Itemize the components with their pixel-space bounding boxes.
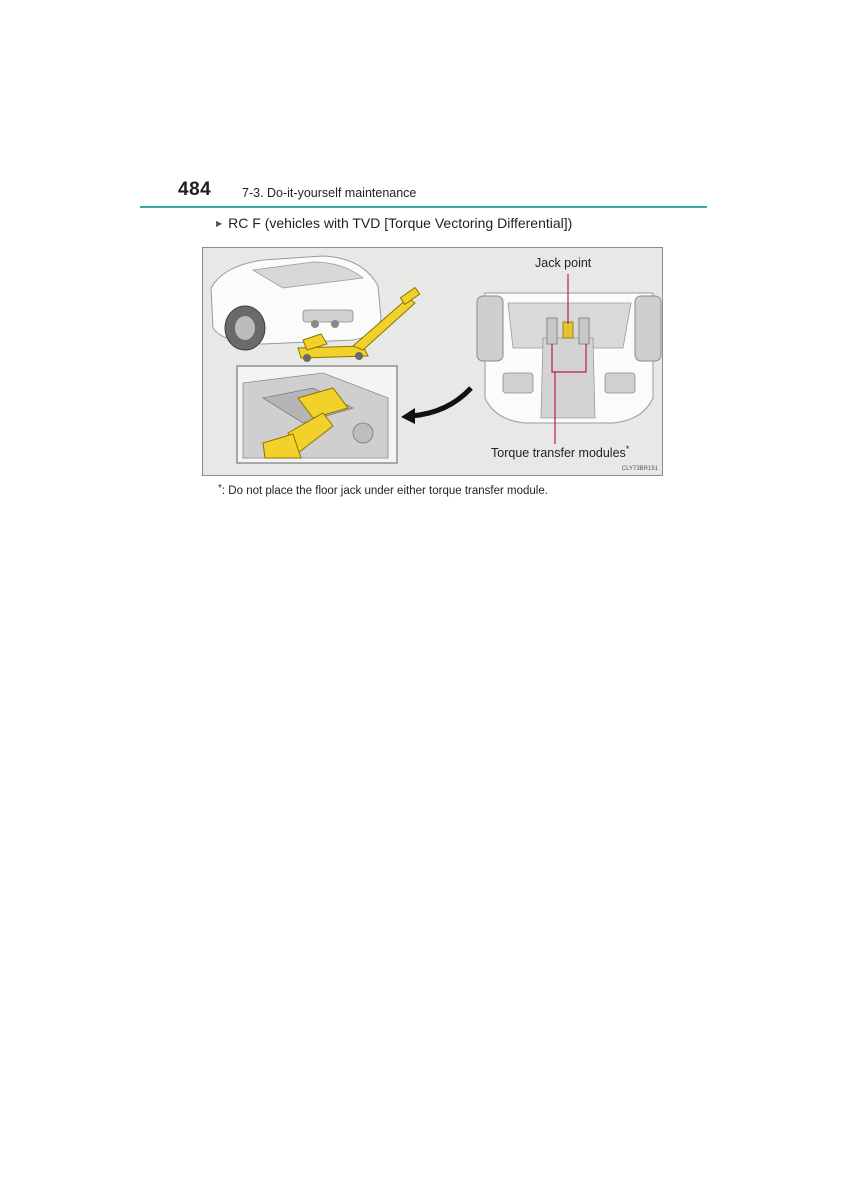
footnote-text: : Do not place the floor jack under either torque transfer module.: [221, 485, 548, 497]
section-title: 7-3. Do-it-yourself maintenance: [242, 186, 417, 200]
header-rule: [140, 206, 707, 208]
car-rear-illustration: [211, 256, 381, 350]
torque-modules-label: [491, 444, 629, 460]
jack-point-label: Jack point: [535, 256, 592, 270]
subheading: [216, 215, 572, 231]
underbody-illustration: [477, 293, 661, 423]
figure-code: CLY73BR151: [621, 466, 658, 472]
page-number: 484: [178, 179, 212, 200]
footnote-star: *: [218, 483, 222, 494]
curved-arrow-icon: [401, 388, 471, 424]
inset-detail-illustration: [237, 366, 397, 463]
triangle-right-icon: ▶: [216, 218, 223, 228]
subheading-text: RC F (vehicles with TVD [Torque Vectoring Differential]): [228, 215, 573, 231]
torque-modules-star: *: [625, 444, 630, 454]
torque-modules-text: Torque transfer modules: [491, 446, 626, 460]
footnote: [218, 483, 548, 497]
figure-illustration: [203, 248, 663, 476]
jacking-figure: [202, 247, 663, 476]
